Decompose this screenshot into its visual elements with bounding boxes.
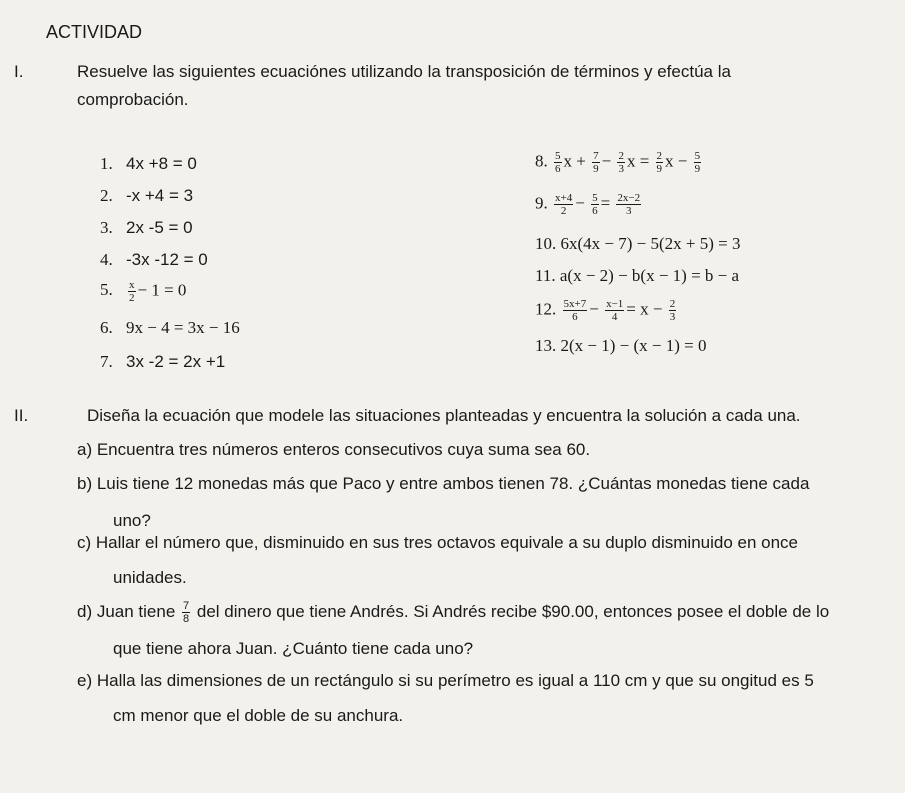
equation-number: 6. — [100, 318, 113, 337]
equation-number: 7. — [100, 352, 113, 371]
section-2-numeral: II. — [14, 406, 29, 425]
equation-text: 2x -5 = 0 — [126, 218, 193, 237]
equation-number: 5. — [100, 280, 113, 300]
problem-b-line-2: uno? — [113, 511, 151, 530]
section-1-instruction-line-1: Resuelve las siguientes ecuaciónes utilizando la transposición de términos y efectúa la — [77, 62, 731, 81]
fraction: $\frac{x+4}{2}$ — [555, 192, 573, 217]
fraction: $\frac{2}{3}$ — [669, 298, 676, 323]
problem-a: a) Encuentra tres números enteros consecutivos cuya suma sea 60. — [77, 440, 591, 459]
fraction: $\frac{5}{6}$ — [592, 192, 598, 217]
fraction: $\frac{2}{3}$ — [618, 150, 624, 175]
activity-title: ACTIVIDAD — [46, 22, 143, 42]
section-2-instruction: Diseña la ecuación que modele las situaciones planteadas y encuentra la solución a cada una. — [87, 406, 801, 425]
equation-number: 2. — [100, 186, 113, 205]
equation-text: -3x -12 = 0 — [126, 250, 208, 269]
equation-number: 3. — [100, 218, 113, 237]
problem-e-line-1: e) Halla las dimensiones de un rectángulo si su perímetro es igual a 110 cm y que su ongitud es 5 — [77, 671, 814, 690]
equation-3 — [100, 218, 193, 238]
fraction: $\frac{x}{2}$ — [129, 279, 135, 304]
problem-c-line-1: c) Hallar el número que, disminuido en sus tres octavos equivale a su duplo disminuido en once — [77, 533, 799, 552]
fraction: $\frac{2x-2}{3}$ — [617, 192, 641, 217]
fraction: $\frac{7}{8}$ — [183, 600, 190, 625]
equation-9: 9. $\frac{x+4}{2}$ − $\frac{5}{6}$ = $\frac{2x-2}{3}$ — [535, 192, 641, 217]
equation-6 — [100, 318, 240, 338]
equation-12: 12. $\frac{5x+7}{6}$ − $\frac{x-1}{4}$ = x − $\frac{2}{3}$ — [535, 298, 676, 323]
equation-11 — [535, 266, 739, 286]
equation-13 — [535, 336, 707, 356]
equation-text: 6x(4x − 7) − 5(2x + 5) = 3 — [560, 234, 741, 253]
equation-number: 1. — [100, 154, 113, 173]
fraction: $\frac{x-1}{4}$ — [606, 298, 624, 323]
fraction: $\frac{5}{6}$ — [555, 150, 561, 175]
problem-b-line-1: b) Luis tiene 12 monedas más que Paco y entre ambos tienen 78. ¿Cuántas monedas tiene cada — [77, 474, 810, 493]
equation-number: 11. — [535, 266, 556, 285]
equation-number: 8. — [535, 151, 548, 171]
equation-text: -x +4 = 3 — [126, 186, 194, 205]
equation-number: 12. — [535, 299, 557, 319]
equation-1 — [100, 154, 197, 174]
section-1-instruction-line-2: comprobación. — [77, 90, 189, 109]
fraction: $\frac{7}{9}$ — [593, 150, 599, 175]
equation-2 — [100, 186, 193, 206]
equation-text: 9x − 4 = 3x − 16 — [126, 318, 240, 337]
equation-8: 8. $\frac{5}{6}$ x + $\frac{7}{9}$ − $\frac{2}{3}$ x = $\frac{2}{9}$ x − $\frac{5}{9}$ — [535, 150, 701, 175]
fraction: $\frac{5}{9}$ — [694, 150, 701, 175]
equation-number: 4. — [100, 250, 113, 269]
equation-10 — [535, 234, 741, 254]
equation-text: − 1 = 0 — [137, 280, 187, 300]
equation-number: 13. — [535, 336, 557, 355]
problem-e-line-2: cm menor que el doble de su anchura. — [113, 706, 404, 725]
problem-d-line-2: que tiene ahora Juan. ¿Cuánto tiene cada uno? — [113, 639, 474, 658]
equation-number: 9. — [535, 193, 548, 213]
problem-d-line-1: d) Juan tiene $\frac{7}{8}$ del dinero que tiene Andrés. Si Andrés recibe $90.00, entonces posee el doble de lo — [77, 600, 830, 625]
section-1-numeral: I. — [14, 62, 24, 81]
equation-4 — [100, 250, 208, 270]
fraction: $\frac{5x+7}{6}$ — [563, 298, 587, 323]
equation-text: 3x -2 = 2x +1 — [126, 352, 226, 371]
equation-text: 2(x − 1) − (x − 1) = 0 — [560, 336, 707, 355]
equation-text: a(x − 2) − b(x − 1) = b − a — [559, 266, 740, 285]
problem-c-line-2: unidades. — [113, 568, 187, 587]
equation-7 — [100, 352, 225, 372]
fraction: $\frac{2}{9}$ — [656, 150, 663, 175]
equation-text: 4x +8 = 0 — [126, 154, 197, 173]
equation-number: 10. — [535, 234, 557, 253]
equation-5 — [100, 279, 186, 304]
